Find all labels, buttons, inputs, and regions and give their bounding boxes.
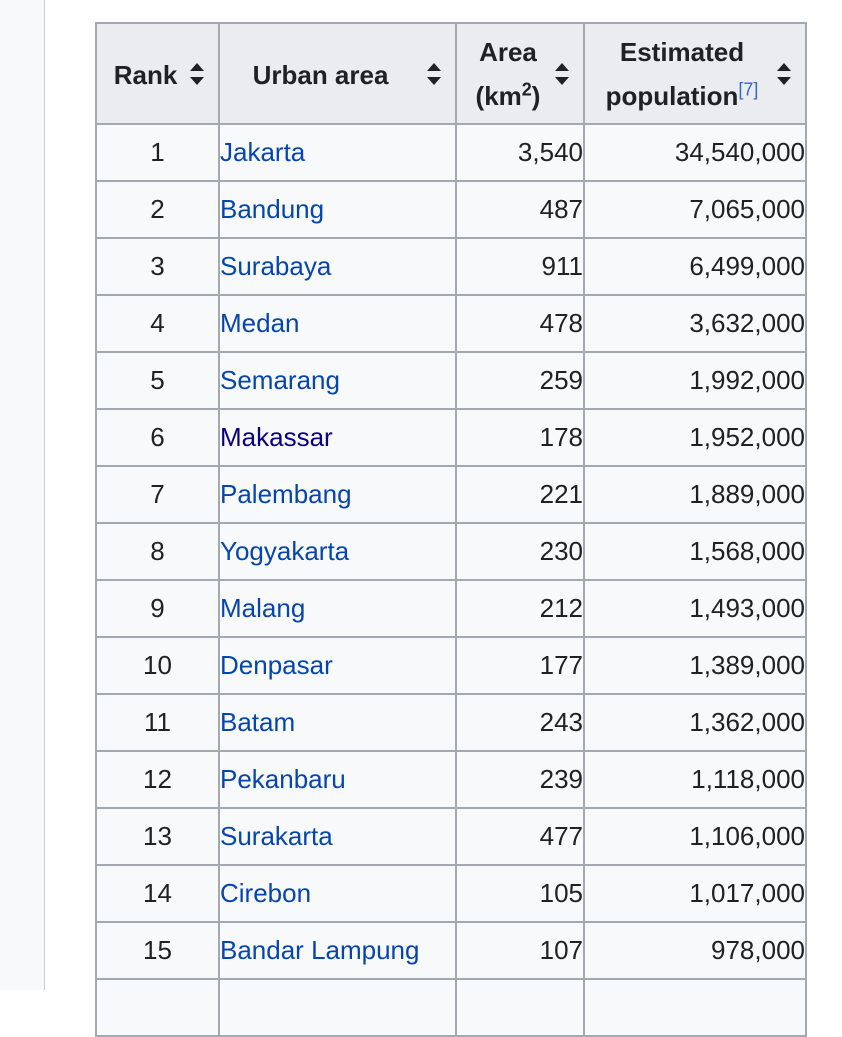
urban-area-cell — [219, 865, 456, 922]
urban-area-cell — [219, 466, 456, 523]
rank-cell: 10 — [96, 637, 219, 694]
area-cell: 487 — [456, 181, 584, 238]
table-row — [96, 238, 806, 295]
area-cell: 3,540 — [456, 124, 584, 181]
urban-area-cell — [219, 295, 456, 352]
urban-area-cell — [219, 409, 456, 466]
table-row — [96, 181, 806, 238]
population-cell: 1,568,000 — [584, 523, 806, 580]
city-link[interactable]: Semarang — [220, 365, 340, 395]
table-row — [96, 694, 806, 751]
population-header-label — [606, 30, 759, 118]
area-cell — [456, 979, 584, 1036]
city-link[interactable]: Makassar — [220, 422, 333, 452]
table-row — [96, 295, 806, 352]
table-body — [96, 124, 806, 1036]
area-header-line2-suffix: ) — [531, 80, 541, 111]
population-cell: 1,952,000 — [584, 409, 806, 466]
population-cell: 1,106,000 — [584, 808, 806, 865]
area-cell: 230 — [456, 523, 584, 580]
city-link[interactable]: Batam — [220, 707, 296, 737]
urban-area-cell — [219, 580, 456, 637]
population-cell: 3,632,000 — [584, 295, 806, 352]
rank-cell: 11 — [96, 694, 219, 751]
area-cell: 221 — [456, 466, 584, 523]
urban-area-cell — [219, 181, 456, 238]
area-header-line2-prefix: (km — [475, 80, 522, 111]
rank-cell: 5 — [96, 352, 219, 409]
rank-cell: 14 — [96, 865, 219, 922]
rank-cell: 7 — [96, 466, 219, 523]
table-row — [96, 979, 806, 1036]
population-cell: 7,065,000 — [584, 181, 806, 238]
area-cell: 259 — [456, 352, 584, 409]
table-row — [96, 808, 806, 865]
urban-area-cell — [219, 352, 456, 409]
rank-cell: 12 — [96, 751, 219, 808]
rank-cell: 2 — [96, 181, 219, 238]
population-cell: 1,389,000 — [584, 637, 806, 694]
table-row — [96, 409, 806, 466]
table-row — [96, 466, 806, 523]
city-link[interactable]: Malang — [220, 593, 306, 623]
rank-header-label: Rank — [113, 59, 178, 90]
area-cell: 911 — [456, 238, 584, 295]
city-link[interactable]: Jakarta — [220, 137, 306, 167]
urban-area-cell — [219, 751, 456, 808]
area-header-label — [476, 30, 541, 118]
sort-icon[interactable] — [555, 63, 569, 85]
sort-icon[interactable] — [777, 63, 791, 85]
population-cell: 978,000 — [584, 922, 806, 979]
table-row — [96, 352, 806, 409]
rank-cell: 15 — [96, 922, 219, 979]
urban-area-cell — [219, 694, 456, 751]
population-header-line2: population — [605, 80, 739, 111]
area-cell: 177 — [456, 637, 584, 694]
population-cell: 1,118,000 — [584, 751, 806, 808]
rank-cell: 13 — [96, 808, 219, 865]
column-header-estimated-population[interactable] — [584, 23, 806, 124]
reference-link[interactable]: [7] — [738, 78, 759, 99]
rank-cell: 4 — [96, 295, 219, 352]
city-link[interactable]: Palembang — [220, 479, 352, 509]
population-cell: 1,017,000 — [584, 865, 806, 922]
area-cell: 239 — [456, 751, 584, 808]
city-link[interactable]: Cirebon — [220, 878, 312, 908]
population-cell: 34,540,000 — [584, 124, 806, 181]
left-sidebar-rail — [0, 0, 45, 990]
city-link[interactable]: Denpasar — [220, 650, 333, 680]
table-row — [96, 124, 806, 181]
city-link[interactable]: Yogyakarta — [220, 536, 350, 566]
urban-area-cell — [219, 808, 456, 865]
column-header-area-km2[interactable] — [456, 23, 584, 124]
table-header-row — [96, 23, 806, 124]
table-row — [96, 523, 806, 580]
column-header-urban-area[interactable] — [219, 23, 456, 124]
urban-area-cell — [219, 523, 456, 580]
table-row — [96, 922, 806, 979]
population-header-line1: Estimated — [619, 36, 745, 67]
area-cell: 178 — [456, 409, 584, 466]
rank-cell: 8 — [96, 523, 219, 580]
area-cell: 477 — [456, 808, 584, 865]
city-link[interactable]: Surakarta — [220, 821, 333, 851]
population-cell: 1,493,000 — [584, 580, 806, 637]
rank-cell: 6 — [96, 409, 219, 466]
urban-area-cell — [219, 238, 456, 295]
sort-icon[interactable] — [427, 63, 441, 85]
population-cell: 6,499,000 — [584, 238, 806, 295]
city-link[interactable]: Medan — [220, 308, 300, 338]
rank-cell: 9 — [96, 580, 219, 637]
urban-area-cell — [219, 637, 456, 694]
population-cell: 1,992,000 — [584, 352, 806, 409]
area-cell: 243 — [456, 694, 584, 751]
sort-icon[interactable] — [190, 63, 204, 85]
city-link[interactable]: Bandar Lampung — [220, 935, 420, 965]
urban-area-cell — [219, 124, 456, 181]
table-row — [96, 865, 806, 922]
rank-cell: 3 — [96, 238, 219, 295]
rank-cell — [96, 979, 219, 1036]
area-cell: 107 — [456, 922, 584, 979]
area-cell: 212 — [456, 580, 584, 637]
area-header-line1: Area — [479, 36, 537, 67]
area-cell: 478 — [456, 295, 584, 352]
urban-area-cell — [219, 979, 456, 1036]
urban-areas-table — [95, 22, 807, 1037]
table-container — [95, 22, 807, 1037]
column-header-rank[interactable] — [96, 23, 219, 124]
table-row — [96, 580, 806, 637]
area-header-superscript: 2 — [521, 78, 532, 99]
population-cell — [584, 979, 806, 1036]
table-row — [96, 751, 806, 808]
urban-area-header-label: Urban area — [252, 59, 389, 90]
population-cell: 1,889,000 — [584, 466, 806, 523]
rank-cell: 1 — [96, 124, 219, 181]
urban-area-cell — [219, 922, 456, 979]
city-link[interactable]: Surabaya — [220, 251, 332, 281]
table-row — [96, 637, 806, 694]
population-cell: 1,362,000 — [584, 694, 806, 751]
city-link[interactable]: Bandung — [220, 194, 325, 224]
city-link[interactable]: Pekanbaru — [220, 764, 346, 794]
area-cell: 105 — [456, 865, 584, 922]
